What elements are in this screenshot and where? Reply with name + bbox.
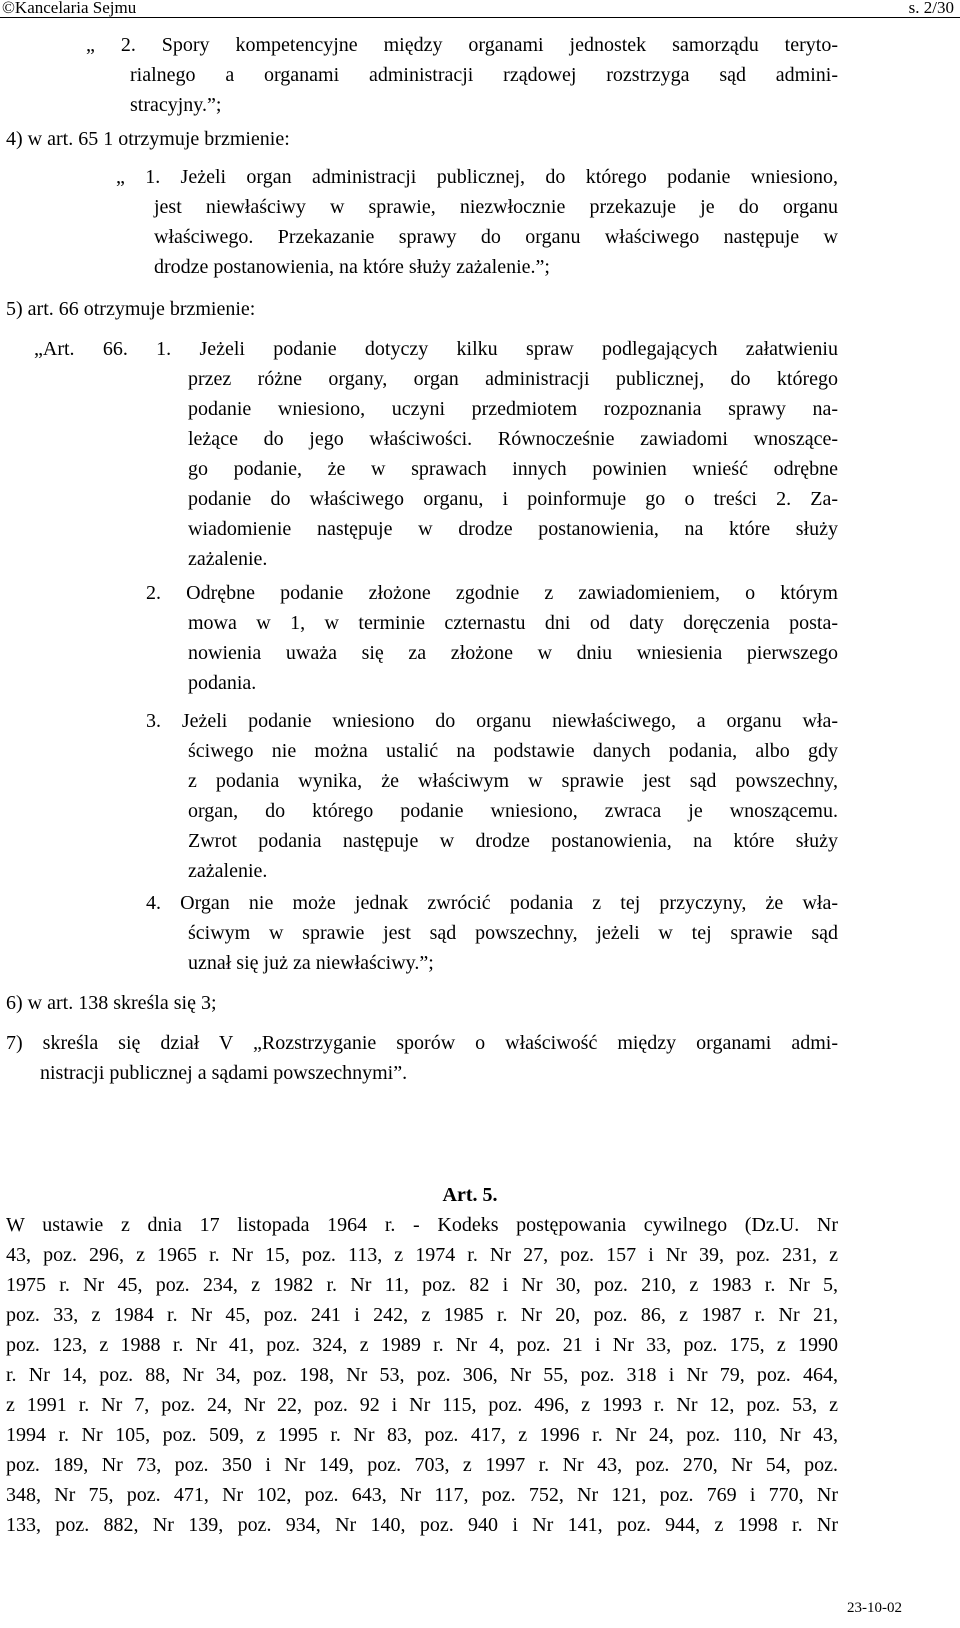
item-4 [6,124,836,154]
text-line: „ 1. Jeżeli organ administracji publicznej, do którego podanie wniesiono, [116,166,838,188]
item-6 [6,988,836,1018]
text-line: go podanie, że w sprawach innych powinien wnieść odrębne [188,458,838,480]
text-line: 7) skreśla się dział V „Rozstrzyganie sporów o właściwość między organami admi- [6,1032,838,1054]
text-line: podanie wniesiono, uczyni przedmiotem rozpoznania sprawy na- [188,398,838,420]
text-line: „ 2. Spory kompetencyjne między organami jednostek samorządu teryto- [86,34,838,56]
header-page-number: s. 2/30 [908,0,954,17]
text-line: 1975 r. Nr 45, poz. 234, z 1982 r. Nr 11, poz. 82 i Nr 30, poz. 210, z 1983 r. Nr 5, [6,1274,838,1296]
text-line: stracyjny.”; [130,94,222,116]
text-line: nowienia uważa się za złożone w dniu wniesienia pierwszego [188,642,838,664]
text-line: uznał się już za niewłaściwy.”; [188,952,434,974]
text-line: Zwrot podania następuje w drodze postanowienia, na które służy [188,830,838,852]
art-66-section-3 [146,706,838,886]
text-line: 2. Odrębne podanie złożone zgodnie z zawiadomieniem, o którym [146,582,838,604]
text-line: wiadomienie następuje w drodze postanowienia, na które służy [188,518,838,540]
text-line: przez różne organy, organ administracji publicznej, do którego [188,368,838,390]
text-line: właściwego. Przekazanie sprawy do organu właściwego następuje w [154,226,838,248]
text-line: zażalenie. [188,548,268,570]
text-line: W ustawie z dnia 17 listopada 1964 r. - Kodeks postępowania cywilnego (Dz.U. Nr [6,1214,838,1236]
text-line: r. Nr 14, poz. 88, Nr 34, poz. 198, Nr 53, poz. 306, Nr 55, poz. 318 i Nr 79, poz. 464, [6,1364,838,1386]
item-5 [6,294,836,324]
text-line: jest niewłaściwy w sprawie, niezwłocznie przekazuje je do organu [154,196,838,218]
footer-date: 23-10-02 [847,1600,902,1616]
text-line: leżące do jego właściwości. Równocześnie zawiadomi wnoszące- [188,428,838,450]
item-4-quote [116,162,838,282]
text-line: 348, Nr 75, poz. 471, Nr 102, poz. 643, Nr 117, poz. 752, Nr 121, poz. 769 i 770, Nr [6,1484,838,1506]
text-line: „Art. 66. 1. Jeżeli podanie dotyczy kilku spraw podlegających załatwieniu [34,338,838,360]
text-line: z 1991 r. Nr 7, poz. 24, Nr 22, poz. 92 i Nr 115, poz. 496, z 1993 r. Nr 12, poz. 53, z [6,1394,838,1416]
text-line: poz. 123, z 1988 r. Nr 41, poz. 324, z 1989 r. Nr 4, poz. 21 i Nr 33, poz. 175, z 1990 [6,1334,838,1356]
item-7 [6,1028,838,1088]
text-line: organ, do którego podanie wniesiono, zwraca je wnoszącemu. [188,800,838,822]
item-4-text: 4) w art. 65 1 otrzymuje brzmienie: [6,128,290,150]
text-line: 43, poz. 296, z 1965 r. Nr 15, poz. 113, z 1974 r. Nr 27, poz. 157 i Nr 39, poz. 231, z [6,1244,838,1266]
text-line: z podania wynika, że właściwym w sprawie jest sąd powszechny, [188,770,838,792]
art-66-section-1 [34,334,838,574]
text-line: podania. [188,672,257,694]
text-line: 1994 r. Nr 105, poz. 509, z 1995 r. Nr 83, poz. 417, z 1996 r. Nr 24, poz. 110, Nr 43, [6,1424,838,1446]
page-header [0,0,960,22]
text-line: drodze postanowienia, na które służy zażalenie.”; [154,256,550,278]
text-line: 133, poz. 882, Nr 139, poz. 934, Nr 140, poz. 940 i Nr 141, poz. 944, z 1998 r. Nr [6,1514,838,1536]
header-source: ©Kancelaria Sejmu [2,0,137,17]
text-line: mowa w 1, w terminie czternastu dni od daty doręczenia posta- [188,612,838,634]
art-5-body [6,1180,838,1540]
text-line: zażalenie. [188,860,268,882]
item-6-text: 6) w art. 138 skreśla się 3; [6,992,217,1014]
item-5-text: 5) art. 66 otrzymuje brzmienie: [6,298,256,320]
text-line: rialnego a organami administracji rządowej rozstrzyga sąd admini- [130,64,838,86]
art-66-section-4 [146,888,838,978]
text-line: poz. 33, z 1984 r. Nr 45, poz. 241 i 242, z 1985 r. Nr 20, poz. 86, z 1987 r. Nr 21, [6,1304,838,1326]
art-5-heading: Art. 5. [442,1184,498,1206]
text-line: ściwego nie można ustalić na podstawie danych podania, albo gdy [188,740,838,762]
text-line: nistracji publicznej a sądami powszechnymi”. [40,1062,408,1084]
text-line: podanie do właściwego organu, i poinformuje go o treści 2. Za- [188,488,838,510]
text-line: ściwym w sprawie jest sąd powszechny, jeżeli w tej sprawie sąd [188,922,838,944]
text-line: 3. Jeżeli podanie wniesiono do organu niewłaściwego, a organu wła- [146,710,838,732]
quote-spory-kompetencyjne [86,30,838,120]
text-line: poz. 189, Nr 73, poz. 350 i Nr 149, poz. 703, z 1997 r. Nr 43, poz. 270, Nr 54, poz. [6,1454,838,1476]
text-line: 4. Organ nie może jednak zwrócić podania z tej przyczyny, że wła- [146,892,838,914]
art-66-section-2 [146,578,838,698]
header-rule [0,17,960,18]
